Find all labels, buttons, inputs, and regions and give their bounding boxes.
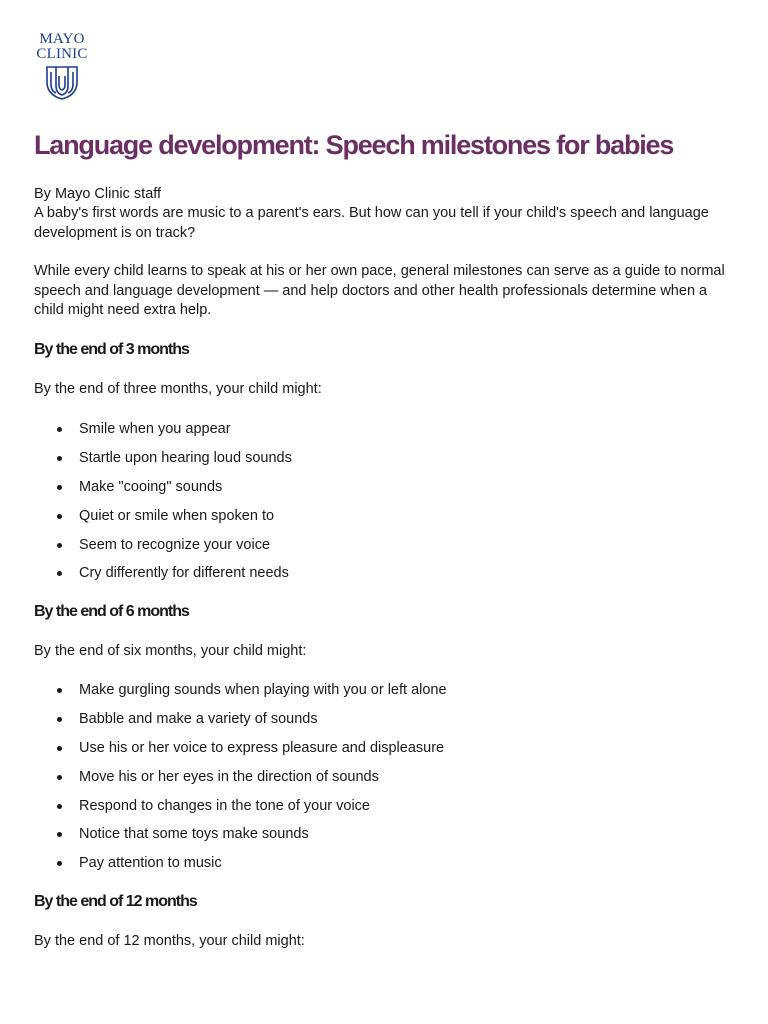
mayo-clinic-logo xyxy=(32,32,92,100)
logo-text-clinic: CLINIC xyxy=(36,46,88,62)
list-item: Seem to recognize your voice xyxy=(0,536,292,565)
milestone-list-6-months xyxy=(0,681,447,883)
list-item: Notice that some toys make sounds xyxy=(0,825,447,854)
list-item: Babble and make a variety of sounds xyxy=(0,710,447,739)
list-item: Startle upon hearing loud sounds xyxy=(0,449,292,478)
section-lead-12-months: By the end of 12 months, your child might: xyxy=(34,933,305,949)
intro-paragraph: A baby's first words are music to a parent's ears. But how can you tell if your child's speech and language development is on track? xyxy=(34,205,709,241)
article-title: Language development: Speech milestones for babies xyxy=(34,130,674,160)
milestones-paragraph: While every child learns to speak at his or her own pace, general milestones can serve as a guide to normal speech and language development — and help doctors and other health professionals determine when a child might need extra help. xyxy=(34,263,725,318)
list-item: Move his or her eyes in the direction of sounds xyxy=(0,768,447,797)
milestone-list-3-months xyxy=(0,420,292,593)
section-heading-6-months: By the end of 6 months xyxy=(34,603,189,620)
section-heading-3-months: By the end of 3 months xyxy=(34,341,189,358)
byline: By Mayo Clinic staff xyxy=(34,186,162,202)
list-item: Pay attention to music xyxy=(0,854,447,883)
logo-text-mayo: MAYO xyxy=(39,31,85,47)
list-item: Use his or her voice to express pleasure and displeasure xyxy=(0,739,447,768)
list-item: Respond to changes in the tone of your voice xyxy=(0,797,447,826)
list-item: Quiet or smile when spoken to xyxy=(0,507,292,536)
shield-icon xyxy=(45,64,79,100)
section-heading-12-months: By the end of 12 months xyxy=(34,893,197,910)
list-item: Make "cooing" sounds xyxy=(0,478,292,507)
section-lead-6-months: By the end of six months, your child might: xyxy=(34,643,307,659)
list-item: Smile when you appear xyxy=(0,420,292,449)
section-lead-3-months: By the end of three months, your child might: xyxy=(34,381,322,397)
list-item: Cry differently for different needs xyxy=(0,564,292,593)
list-item: Make gurgling sounds when playing with you or left alone xyxy=(0,681,447,710)
